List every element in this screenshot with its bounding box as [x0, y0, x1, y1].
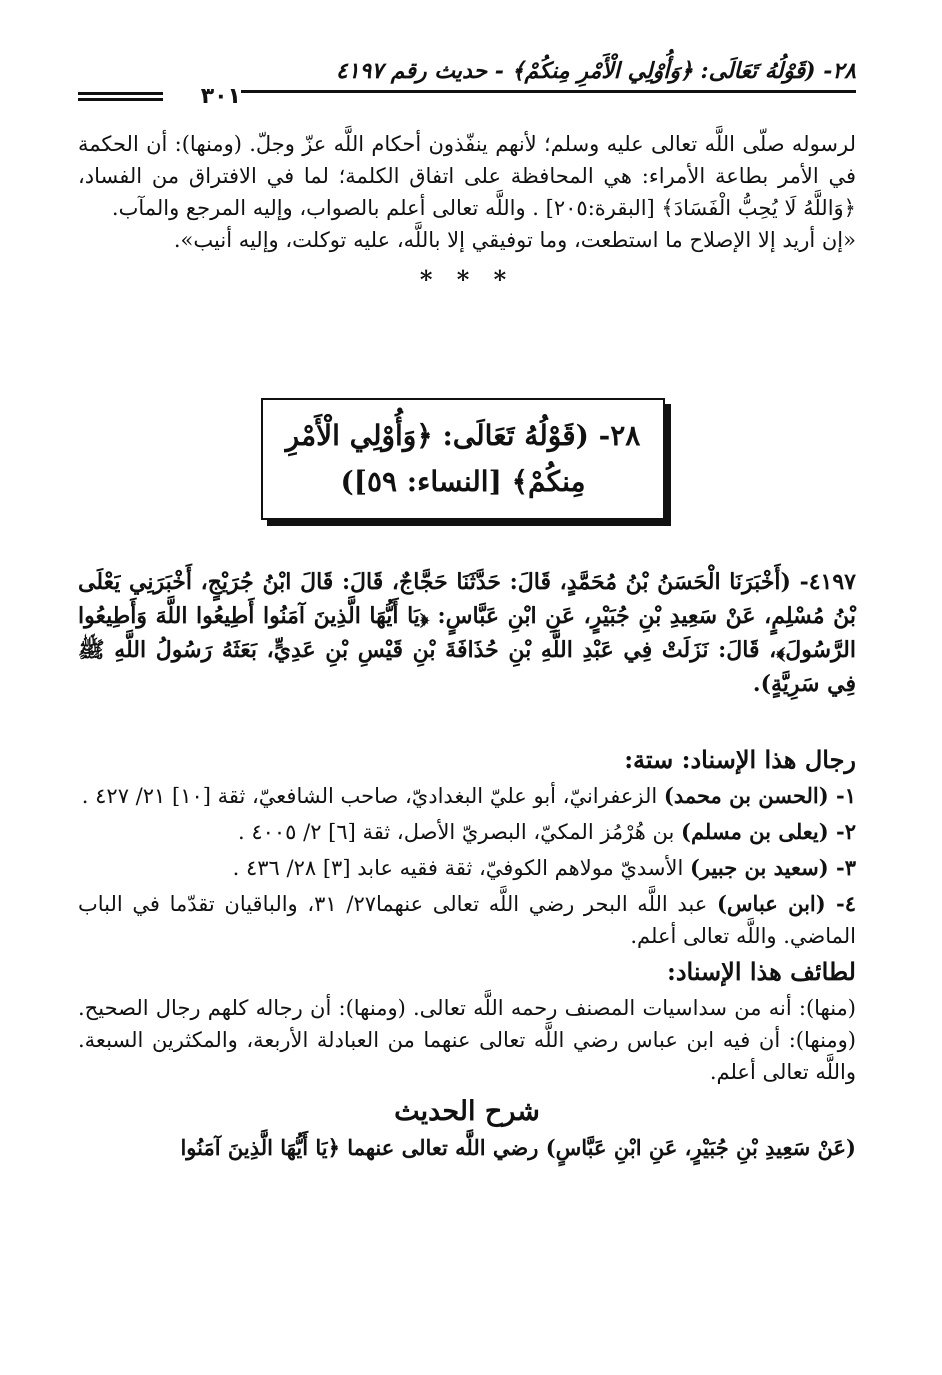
book-page: [78, 40, 856, 1360]
rijal-heading: رجال هذا الإسناد: ستة:: [624, 745, 856, 774]
chapter-title-line-2: مِنكُمْ﴾ [النساء: ٥٩]): [340, 465, 586, 498]
chapter-title-line-1: ٢٨- (قَوْلُهُ تَعَالَى: ﴿وَأُوْلِي الْأَمْرِ: [285, 419, 641, 452]
sharh-paragraph: (عَنْ سَعِيدِ بْنِ جُبَيْرٍ، عَنِ ابْنِ عَبَّاسٍ) رضي اللَّه تعالى عنهما ﴿يَا أَيُّهَا الَّذِينَ آمَنُوا: [180, 1135, 856, 1160]
lataif-heading: لطائف هذا الإسناد:: [666, 957, 856, 986]
intro-paragraph-2: «إن أريد إلا الإصلاح ما استطعت، وما توفيقي إلا باللَّه، عليه توكلت، وإليه أنيب».: [173, 228, 856, 252]
running-header: [78, 58, 856, 84]
narrator-item: ٤- (ابن عباس) عبد اللَّه البحر رضي اللَّه تعالى عنهما٢٧/ ٣١، والباقيان تقدّما في الباب الماضي. واللَّه تعالى أعلم.: [78, 891, 856, 948]
intro-paragraph-1: لرسوله صلّى اللَّه تعالى عليه وسلم؛ لأنهم ينفّذون أحكام اللَّه عزّ وجلّ. (ومنها): أن الحكمة في الأمر بطاعة الأمراء: هي المحافظة على اتفاق الكلمة؛ لما في الافتراق من الفساد، ﴿وَاللَّهُ لَا يُحِبُّ الْفَسَادَ﴾ [البقرة:٢٠٥] . واللَّه تعالى أعلم بالصواب، وإليه المرجع والمآب.: [78, 132, 856, 220]
header-rule: [241, 90, 856, 93]
section-separator: * * *: [419, 265, 515, 294]
commentary-section: [78, 740, 856, 1164]
page-number: ٣٠١: [200, 83, 241, 109]
intro-section: [78, 128, 856, 296]
chapter-title-box: [261, 398, 665, 520]
folio-rules: [78, 89, 163, 104]
narrator-item: ١- (الحسن بن محمد) الزعفرانيّ، أبو عليّ البغداديّ، صاحب الشافعيّ، ثقة [١٠] ٢١/ ٤٢٧ .: [81, 783, 856, 808]
narrator-item: ٣- (سعيد بن جبير) الأسديّ مولاهم الكوفيّ، ثقة فقيه عابد [٣] ٢٨/ ٤٣٦ .: [232, 855, 856, 880]
running-header-title: ٢٨- (قَوْلُهُ تَعَالَى: ﴿وَأُوْلِي الْأَمْرِ مِنكُمْ﴾ - حديث رقم ٤١٩٧: [335, 58, 856, 84]
lataif-paragraph: (منها): أنه من سداسيات المصنف رحمه اللَّه تعالى. (ومنها): أن رجاله كلهم رجال الصحيح. (ومنها): أن فيه ابن عباس رضي اللَّه تعالى عنهما من العبادلة الأربعة، والمكثرين السبعة. واللَّه تعالى أعلم.: [78, 996, 856, 1084]
sharh-heading: شرح الحديث: [394, 1096, 540, 1127]
folio: [78, 84, 241, 108]
narrator-item: ٢- (يعلى بن مسلم) بن هُرْمُز المكيّ، البصريّ الأصل، ثقة [٦] ٢/ ٤٠٠٥ .: [237, 819, 856, 844]
hadith-text: ٤١٩٧- (أَخْبَرَنَا الْحَسَنُ بْنُ مُحَمَّدٍ، قَالَ: حَدَّثَنَا حَجَّاجٌ، قَالَ: قَالَ ابْنُ جُرَيْجٍ، أَخْبَرَنِي يَعْلَى بْنُ مُسْلِمٍ، عَنْ سَعِيدِ بْنِ جُبَيْرٍ، عَنِ ابْنِ عَبَّاسٍ: ﴿يَا أَيُّهَا الَّذِينَ آمَنُوا أَطِيعُوا اللَّهَ وَأَطِيعُوا الرَّسُولَ﴾، قَالَ: نَزَلَتْ فِي عَبْدِ اللَّهِ بْنِ حُذَافَةَ بْنِ قَيْسِ بْنِ عَدِيٍّ، بَعَثَهُ رَسُولُ اللَّهِ ﷺ فِي سَرِيَّةٍ).: [78, 569, 856, 697]
